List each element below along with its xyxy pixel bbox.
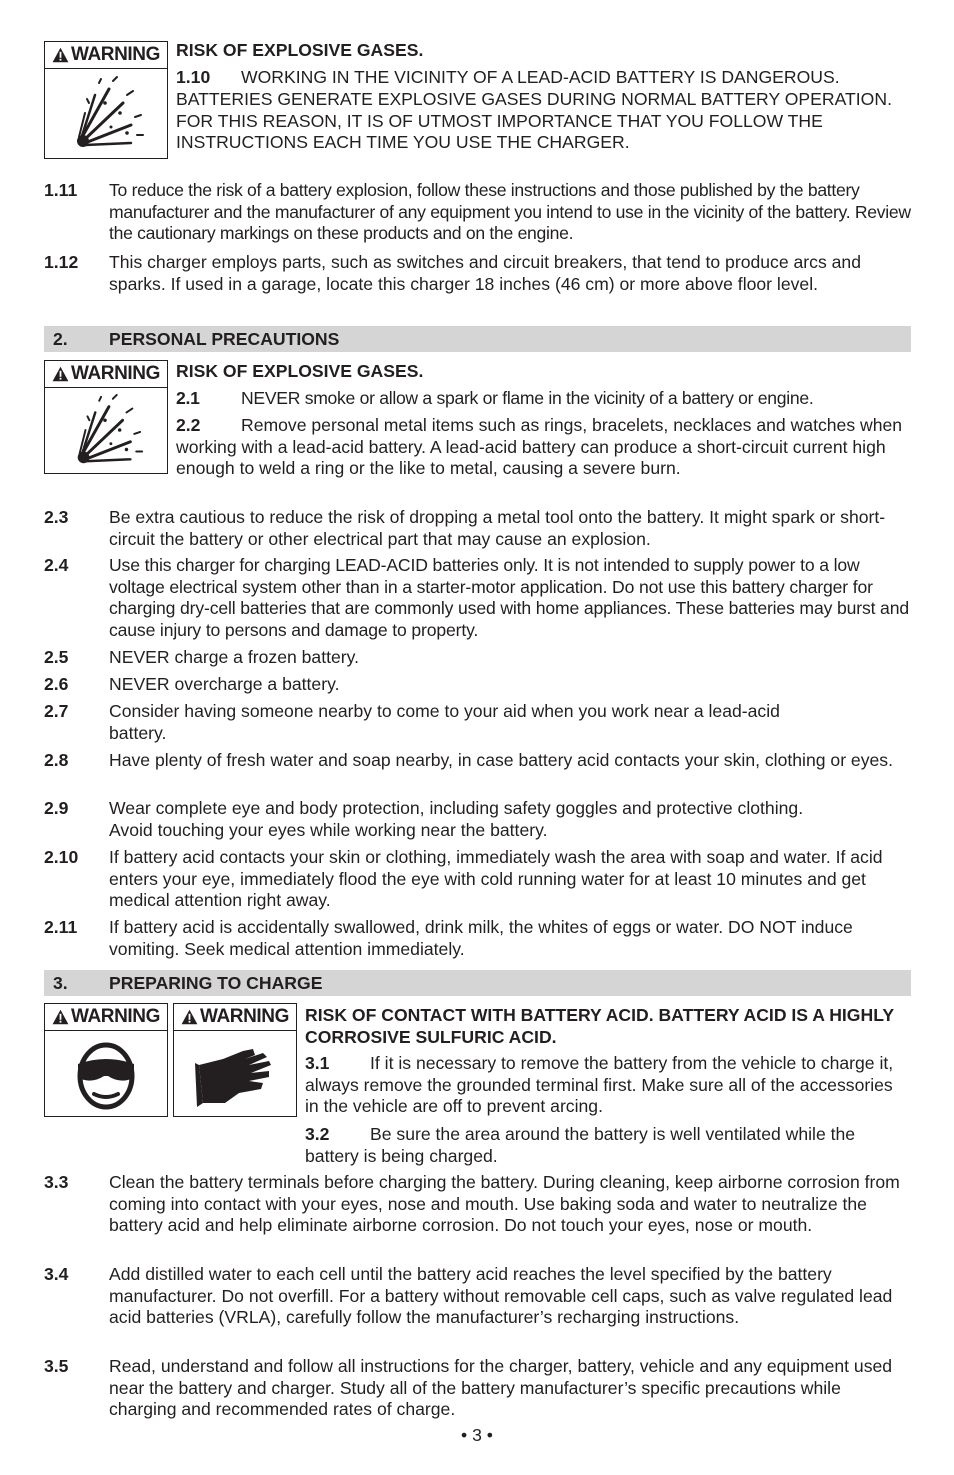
list-item-2-5 xyxy=(44,647,914,669)
list-item-2-11 xyxy=(44,917,914,960)
warning-box-explosive-gases xyxy=(44,41,168,159)
warning-triangle-icon xyxy=(52,366,69,382)
item-number: 3.3 xyxy=(44,1172,69,1192)
paragraph-text: NEVER smoke or allow a spark or flame in the vicinity of a battery or engine. xyxy=(241,388,814,408)
item-number: 3.4 xyxy=(44,1264,69,1284)
warning-box-explosive-gases-2 xyxy=(44,360,168,474)
list-item-3-4 xyxy=(44,1264,914,1329)
paragraph-2-2 xyxy=(176,415,911,480)
paragraph-number: 2.1 xyxy=(176,388,200,408)
item-text: Wear complete eye and body protection, including safety goggles and protective clothing. Avoid touching your eyes while working near the battery. xyxy=(109,798,804,840)
paragraph-text: Remove personal metal items such as rings, bracelets, necklaces and watches when working with a lead-acid battery. A lead-acid battery can produce a short-circuit current high enough to weld a ring or the like to metal, causing a severe burn. xyxy=(176,415,903,479)
item-text: If battery acid contacts your skin or clothing, immediately wash the area with soap and water. If acid enters your eye, immediately flood the eye with cold running water for at least 10 minutes and get medical attention right away. xyxy=(109,847,883,911)
item-text: Add distilled water to each cell until the battery acid reaches the level specified by the battery manufacturer. Do not overfill. For a battery without removable cell caps, such as valve regulated lead acid batteries (VRLA), carefully follow the manufacturer’s recharging instructions. xyxy=(109,1264,893,1328)
warning-box-hand-protection xyxy=(173,1003,297,1117)
paragraph-number: 2.2 xyxy=(176,415,201,435)
item-text: Use this charger for charging LEAD-ACID batteries only. It is not intended to supply power to a low voltage electrical system other than in a starter-motor application. Do not use this battery charger for charging dry-cell batteries that are commonly used with home appliances. These batteries may burst and cause injury to persons and damage to property. xyxy=(109,555,909,640)
warning-label: WARNING xyxy=(70,1006,161,1028)
hazard-title-explosive-gases-2: RISK OF EXPLOSIVE GASES. xyxy=(176,361,424,381)
paragraph-3-1 xyxy=(305,1053,911,1118)
paragraph-number: 3.2 xyxy=(305,1124,330,1144)
item-number: 2.4 xyxy=(44,555,69,575)
item-text: This charger employs parts, such as switches and circuit breakers, that tend to produce arcs and sparks. If used in a garage, locate this charger 18 inches (46 cm) or more above floor level. xyxy=(109,252,862,294)
warning-triangle-icon xyxy=(181,1009,198,1025)
paragraph-text: WORKING IN THE VICINITY OF A LEAD-ACID BATTERY IS DANGEROUS. BATTERIES GENERATE EXPLOSIVE GASES DURING NORMAL BATTERY OPERATION. FOR THIS REASON, IT IS OF UTMOST IMPORTANCE THAT YOU FOLLOW THE INSTRUCTIONS EACH TIME YOU USE THE CHARGER. xyxy=(176,67,892,153)
list-item-2-8 xyxy=(44,750,914,772)
protective-glove-icon xyxy=(189,1037,281,1111)
section-header-personal-precautions xyxy=(44,326,911,352)
list-item-1-12 xyxy=(44,252,914,295)
paragraph-text: Be sure the area around the battery is well ventilated while the battery is being charged. xyxy=(305,1124,856,1166)
list-item-1-11 xyxy=(44,180,914,245)
paragraph-2-1 xyxy=(176,388,911,410)
warning-header xyxy=(45,1004,167,1031)
hazard-title-battery-acid: RISK OF CONTACT WITH BATTERY ACID. BATTERY ACID IS A HIGHLY CORROSIVE SULFURIC ACID. xyxy=(305,1005,894,1047)
item-number: 2.6 xyxy=(44,674,69,694)
item-text: Have plenty of fresh water and soap nearby, in case battery acid contacts your skin, clothing or eyes. xyxy=(109,750,893,770)
item-text: Consider having someone nearby to come to your aid when you work near a lead-acid battery. xyxy=(109,701,780,743)
explosion-icon xyxy=(66,391,146,471)
list-item-3-5 xyxy=(44,1356,914,1421)
item-number: 2.3 xyxy=(44,507,69,527)
paragraph-3-2 xyxy=(305,1124,911,1167)
item-number: 2.5 xyxy=(44,647,69,667)
paragraph-number: 1.10 xyxy=(176,67,211,87)
list-item-2-4 xyxy=(44,555,914,641)
section-number: 3. xyxy=(53,973,68,993)
item-text: If battery acid is accidentally swallowed, drink milk, the whites of eggs or water. DO NOT induce vomiting. Seek medical attention immediately. xyxy=(109,917,853,959)
item-number: 1.11 xyxy=(44,180,78,200)
paragraph-1-10 xyxy=(176,67,911,154)
warning-label: WARNING xyxy=(70,44,161,66)
item-number: 3.5 xyxy=(44,1356,69,1376)
list-item-2-10 xyxy=(44,847,914,912)
item-text: To reduce the risk of a battery explosion, follow these instructions and those published by the battery manufacturer and the manufacturer of any equipment you intend to use in the vicinity of the battery. Review the cautionary markings on these products and on the engine. xyxy=(109,180,911,244)
page-number: • 3 • xyxy=(461,1425,493,1445)
list-item-2-9 xyxy=(44,798,914,841)
list-item-2-3 xyxy=(44,507,914,550)
warning-header xyxy=(45,361,167,388)
hazard-title-explosive-gases-1: RISK OF EXPLOSIVE GASES. xyxy=(176,40,424,60)
warning-label: WARNING xyxy=(70,363,161,385)
warning-header xyxy=(174,1004,296,1031)
item-text: Read, understand and follow all instructions for the charger, battery, vehicle and any equipment used near the battery and charger. Study all of the battery manufacturer’s specific precautions while charging and recommended rates of charge. xyxy=(109,1356,893,1420)
warning-box-eye-protection xyxy=(44,1003,168,1117)
item-number: 2.11 xyxy=(44,917,78,937)
section-title: PREPARING TO CHARGE xyxy=(109,973,323,993)
warning-label: WARNING xyxy=(199,1006,290,1028)
section-header-preparing-to-charge xyxy=(44,970,911,996)
paragraph-text: If it is necessary to remove the battery from the vehicle to charge it, always remove the grounded terminal first. Make sure all of the accessories in the vehicle are off to prevent arcing. xyxy=(305,1053,894,1117)
item-text: NEVER overcharge a battery. xyxy=(109,674,340,694)
item-text: Be extra cautious to reduce the risk of dropping a metal tool onto the battery. It might spark or short-circuit the battery or other electrical part that may cause an explosion. xyxy=(109,507,886,549)
list-item-2-7 xyxy=(44,701,914,744)
item-number: 2.7 xyxy=(44,701,69,721)
section-number: 2. xyxy=(53,329,68,349)
item-number: 1.12 xyxy=(44,252,79,272)
paragraph-number: 3.1 xyxy=(305,1053,330,1073)
item-text: Clean the battery terminals before charging the battery. During cleaning, keep airborne corrosion from coming into contact with your eyes, nose and mouth. Use baking soda and water to neutralize the battery acid and help eliminate airborne corrosion. Do not touch your eyes, nose or mouth. xyxy=(109,1172,900,1236)
explosion-icon xyxy=(65,73,147,155)
list-item-3-3 xyxy=(44,1172,914,1237)
warning-triangle-icon xyxy=(52,1009,69,1025)
list-item-2-6 xyxy=(44,674,914,696)
item-number: 2.10 xyxy=(44,847,79,867)
section-title: PERSONAL PRECAUTIONS xyxy=(109,329,340,349)
item-number: 2.9 xyxy=(44,798,69,818)
item-number: 2.8 xyxy=(44,750,69,770)
item-text: NEVER charge a frozen battery. xyxy=(109,647,360,667)
warning-triangle-icon xyxy=(52,47,69,63)
safety-goggles-icon xyxy=(70,1038,142,1110)
warning-header xyxy=(45,42,167,69)
